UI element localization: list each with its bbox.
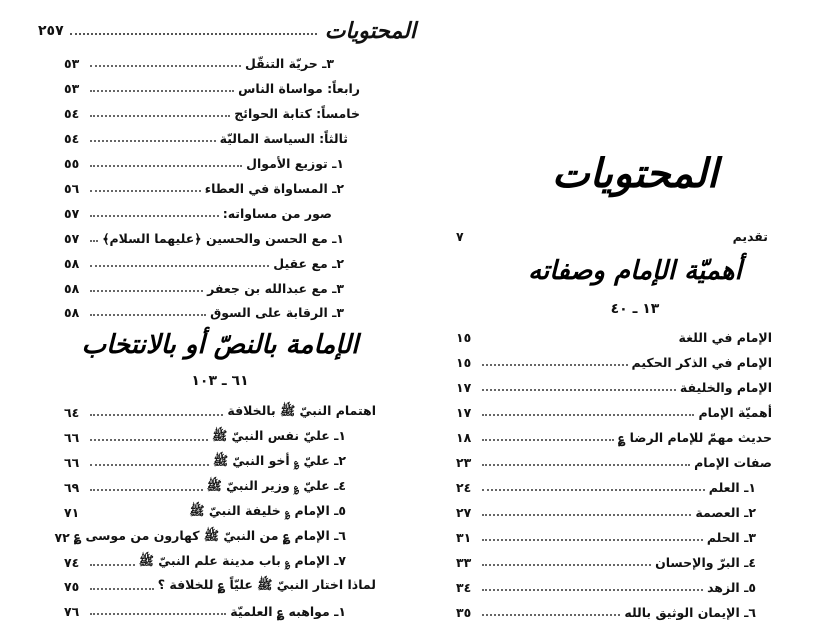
leader-dots — [90, 464, 209, 466]
toc-entry-page: ٧٥ — [64, 578, 80, 594]
section-page-range: ١٣ ـ ٤٠ — [610, 301, 660, 317]
toc-entry[interactable] — [64, 502, 346, 522]
toc-entry-page: ٧١ — [64, 504, 80, 520]
toc-entry-page: ٣١ — [456, 529, 472, 545]
toc-entry-label: تقديم — [732, 228, 768, 244]
leader-dots — [90, 314, 206, 316]
toc-entry-label: ٢ـ عليّ ؏ أخو النبيّ ﷺ — [212, 452, 346, 468]
page-number: ٢٥٧ — [38, 23, 64, 39]
toc-entry-page: ٥٨ — [64, 280, 80, 296]
toc-entry[interactable] — [456, 402, 772, 422]
toc-entry-page: ٦٦ — [64, 454, 80, 470]
toc-entry-label: صور من مساواته: — [222, 205, 332, 221]
section-title: الإمامة بالنصّ أو بالانتخاب — [81, 330, 359, 360]
leader-dots — [90, 65, 241, 67]
toc-entry-label: أهميّة الإمام — [698, 404, 772, 420]
toc-entry[interactable] — [456, 427, 772, 447]
toc-entry-label: ثالثاً: السياسة الماليّة — [219, 130, 348, 146]
toc-entry-label: ٣ـ حريّة التنقّل — [244, 55, 334, 71]
page-title: المحتويات — [552, 150, 718, 197]
toc-entry[interactable] — [64, 178, 344, 198]
toc-entry-label: ٢ـ العصمة — [695, 504, 756, 520]
toc-entry-label: الإمام والخليفة — [679, 379, 772, 395]
toc-entry[interactable] — [456, 527, 756, 547]
leader-dots — [90, 265, 269, 267]
toc-entry-page: ٧٦ — [64, 603, 80, 619]
toc-entry-page: ٢٧ — [456, 504, 472, 520]
leader-dots — [90, 489, 203, 491]
toc-entry-label: ٧ـ الإمام ؏ باب مدينة علم النبيّ ﷺ — [138, 552, 346, 568]
leader-dots — [482, 439, 614, 441]
toc-entry-label: ٦ـ الإمام ؏ من النبيّ ﷺ كهارون من موسى ؏ — [73, 527, 346, 543]
leader-dots — [90, 140, 216, 142]
toc-entry-page: ٧٢ — [54, 529, 70, 545]
section-title: أهميّة الإمام وصفاته — [528, 256, 742, 286]
toc-entry-label: ١ـ مواهبه ؏ العلميّة — [230, 603, 346, 619]
toc-entry-page: ٥٧ — [64, 230, 80, 246]
leader-dots — [482, 539, 703, 541]
toc-entry-label: ٤ـ البرّ والإحسان — [655, 554, 756, 570]
leader-dots — [90, 414, 223, 416]
toc-entry[interactable] — [64, 576, 376, 596]
toc-entry-page: ٢٣ — [456, 454, 472, 470]
toc-entry[interactable] — [64, 477, 346, 497]
toc-entry-label: لماذا اختار النبيّ ﷺ عليّاً ؏ للخلافة ؟ — [157, 576, 376, 592]
leader-dots — [90, 613, 226, 615]
toc-entry-label: خامساً: كتابة الحوائج — [234, 105, 360, 121]
section-page-range: ٦١ ـ ١٠٣ — [191, 373, 249, 389]
toc-entry-page: ١٨ — [456, 429, 472, 445]
toc-entry-page: ٦٩ — [64, 479, 80, 495]
leader-dots — [482, 514, 691, 516]
running-head — [38, 16, 416, 46]
toc-entry[interactable] — [64, 228, 344, 248]
toc-entry[interactable] — [456, 602, 756, 622]
toc-entry[interactable] — [64, 128, 348, 148]
toc-entry-page: ٥٨ — [64, 255, 80, 271]
toc-entry-page: ٦٦ — [64, 429, 80, 445]
toc-entry[interactable] — [64, 203, 332, 223]
toc-entry-label: ٣ـ الحلم — [706, 529, 756, 545]
toc-entry-page: ٥٤ — [64, 130, 80, 146]
toc-entry-page: ١٥ — [456, 329, 472, 345]
toc-entry-page: ٧ — [456, 228, 464, 244]
leader-dots — [90, 240, 98, 242]
toc-entry-label: ٤ـ عليّ ؏ وزير النبيّ ﷺ — [206, 477, 346, 493]
right-page — [420, 0, 838, 639]
toc-entry[interactable] — [64, 552, 346, 572]
toc-entry-label: اهتمام النبيّ ﷺ بالخلافة — [227, 402, 376, 418]
toc-entry[interactable] — [64, 53, 334, 73]
leader-dots — [70, 33, 317, 35]
toc-entry-page: ٣٤ — [456, 579, 472, 595]
toc-entry-label: حديث مهمّ للإمام الرضا ؏ — [618, 429, 772, 445]
toc-entry[interactable] — [64, 402, 376, 422]
toc-entry-page: ١٥ — [456, 354, 472, 370]
toc-entry[interactable] — [456, 352, 772, 372]
toc-entry[interactable] — [456, 502, 756, 522]
leader-dots — [90, 215, 219, 217]
running-head-title: المحتويات — [324, 18, 416, 44]
leader-dots — [90, 90, 234, 92]
toc-entry-page: ٦٤ — [64, 404, 80, 420]
leader-dots — [482, 564, 651, 566]
leader-dots — [90, 115, 230, 117]
leader-dots — [482, 489, 705, 491]
toc-entry-page: ٣٥ — [456, 604, 472, 620]
toc-entry-label: ٢ـ مع عقيل — [273, 255, 344, 271]
toc-entry[interactable] — [64, 103, 360, 123]
toc-entry-label: ٦ـ الإيمان الوثيق بالله — [624, 604, 756, 620]
toc-entry[interactable] — [456, 477, 756, 497]
leader-dots — [482, 464, 690, 466]
leader-dots — [90, 165, 242, 167]
toc-entry[interactable] — [64, 253, 344, 273]
toc-entry[interactable] — [456, 552, 756, 572]
leader-dots — [90, 439, 208, 441]
leader-dots — [90, 588, 154, 590]
toc-entry[interactable] — [64, 452, 346, 472]
toc-entry[interactable] — [456, 327, 772, 347]
toc-entry-page: ٥٦ — [64, 180, 80, 196]
leader-dots — [482, 414, 694, 416]
toc-entry-page: ٣٣ — [456, 554, 472, 570]
toc-entry-label: ٥ـ الإمام ؏ خليفة النبيّ ﷺ — [189, 502, 346, 518]
toc-entry-label: رابعاً: مواساة الناس — [238, 80, 360, 96]
leader-dots — [482, 589, 703, 591]
toc-entry-label: ١ـ العلم — [708, 479, 756, 495]
leader-dots — [90, 290, 203, 292]
toc-entry-label: الإمام في اللغة — [678, 329, 772, 345]
toc-entry-label: الإمام في الذكر الحكيم — [631, 354, 772, 370]
toc-entry-page: ٥٧ — [64, 205, 80, 221]
toc-entry-label: ٣ـ مع عبدالله بن جعفر — [207, 280, 344, 296]
leader-dots — [90, 564, 135, 566]
toc-entry-page: ١٧ — [456, 379, 472, 395]
toc-entry[interactable] — [64, 601, 346, 621]
leader-dots — [90, 190, 201, 192]
toc-entry-page: ٥٣ — [64, 80, 80, 96]
toc-entry-label: ٣ـ الرقابة على السوق — [210, 304, 344, 320]
toc-entry[interactable] — [456, 452, 772, 472]
toc-entry-page: ٥٤ — [64, 105, 80, 121]
toc-entry-label: ١ـ عليّ نفس النبيّ ﷺ — [212, 427, 346, 443]
toc-entry[interactable] — [456, 577, 756, 597]
toc-entry[interactable] — [64, 78, 360, 98]
leader-dots — [482, 364, 628, 366]
toc-entry[interactable] — [64, 427, 346, 447]
toc-entry-page: ٥٥ — [64, 155, 80, 171]
toc-entry[interactable] — [64, 302, 344, 322]
toc-entry-label: ٥ـ الزهد — [707, 579, 756, 595]
toc-entry-page: ٥٨ — [64, 304, 80, 320]
toc-entry[interactable] — [64, 278, 344, 298]
leader-dots — [482, 614, 620, 616]
toc-entry[interactable] — [54, 527, 346, 547]
toc-entry-label: صفات الإمام — [694, 454, 772, 470]
toc-entry-page: ٥٣ — [64, 55, 80, 71]
toc-entry[interactable] — [64, 153, 344, 173]
toc-entry-label: ٢ـ المساواة في العطاء — [204, 180, 344, 196]
toc-entry-intro[interactable] — [456, 226, 768, 246]
toc-entry-label: ١ـ توزيع الأموال — [246, 155, 344, 171]
leader-dots — [482, 389, 676, 391]
toc-entry[interactable] — [456, 377, 772, 397]
toc-entry-page: ٧٤ — [64, 554, 80, 570]
toc-entry-page: ٢٤ — [456, 479, 472, 495]
toc-entry-page: ١٧ — [456, 404, 472, 420]
toc-entry-label: ١ـ مع الحسن والحسين ﴿عليهما السلام﴾ — [102, 230, 344, 246]
